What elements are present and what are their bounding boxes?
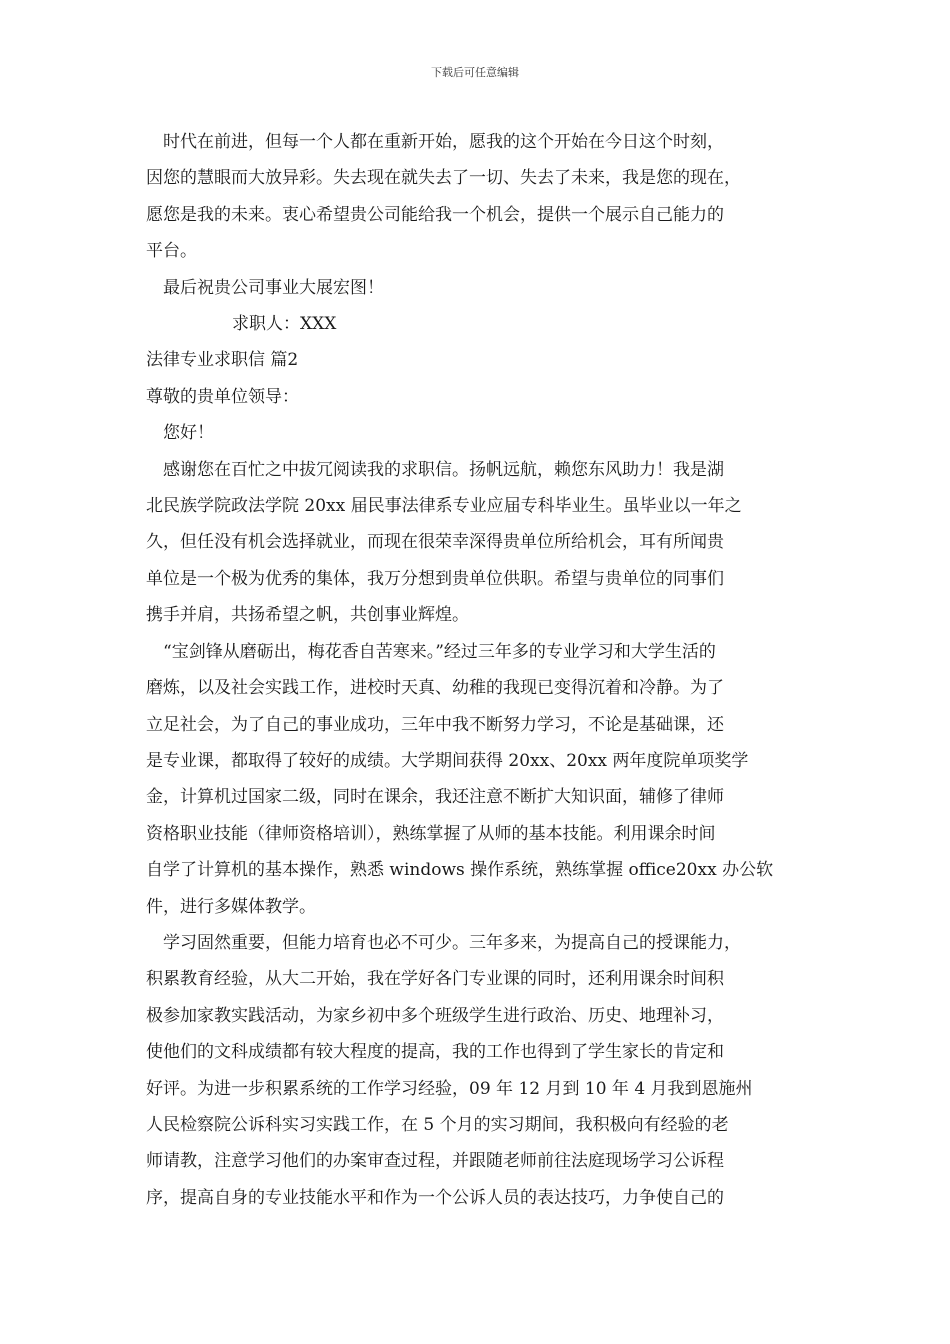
text-line: 您好！ bbox=[163, 423, 214, 444]
text-line: 携手并肩，共扬希望之帆，共创事业辉煌。 bbox=[146, 605, 469, 626]
text-line: 单位是一个极为优秀的集体，我万分想到贵单位供职。希望与贵单位的同事们 bbox=[146, 568, 724, 589]
text-line: 是专业课，都取得了较好的成绩。大学期间获得 20xx、20xx 两年度院单项奖学 bbox=[146, 750, 749, 771]
text-line: 愿您是我的未来。衷心希望贵公司能给我一个机会，提供一个展示自己能力的 bbox=[146, 204, 724, 225]
text-line: 极参加家教实践活动，为家乡初中多个班级学生进行政治、历史、地理补习， bbox=[146, 1005, 724, 1026]
text-line: 磨炼，以及社会实践工作，进校时天真、幼稚的我现已变得沉着和冷静。为了 bbox=[146, 678, 724, 699]
text-line: 师请教，注意学习他们的办案审查过程，并跟随老师前往法庭现场学习公诉程 bbox=[146, 1151, 724, 1172]
text-line: 尊敬的贵单位领导： bbox=[146, 386, 299, 407]
text-line: 北民族学院政法学院 20xx 届民事法律系专业应届专科毕业生。虽毕业以一年之 bbox=[146, 496, 742, 517]
page-header: 下载后可任意编辑 bbox=[431, 66, 519, 79]
text-line: 资格职业技能（律师资格培训），熟练掌握了从师的基本技能。利用课余时间 bbox=[146, 823, 716, 844]
text-line: 因您的慧眼而大放异彩。失去现在就失去了一切、失去了未来，我是您的现在， bbox=[146, 168, 741, 189]
text-line: 序，提高自身的专业技能水平和作为一个公诉人员的表达技巧，力争使自己的 bbox=[146, 1187, 724, 1208]
text-line: 自学了计算机的基本操作，熟悉 windows 操作系统，熟练掌握 office20xx 办公软 bbox=[146, 860, 774, 881]
text-line: 最后祝贵公司事业大展宏图！ bbox=[163, 277, 384, 298]
text-line: 久，但任没有机会选择就业，而现在很荣幸深得贵单位所给机会，耳有所闻贵 bbox=[146, 532, 724, 553]
text-line: 学习固然重要，但能力培育也必不可少。三年多来，为提高自己的授课能力， bbox=[163, 932, 741, 953]
text-line: 件，进行多媒体教学。 bbox=[146, 896, 316, 917]
text-line: “宝剑锋从磨砺出，梅花香自苦寒来。”经过三年多的专业学习和大学生活的 bbox=[163, 641, 716, 662]
document-body bbox=[146, 124, 812, 1216]
text-line: 法律专业求职信 篇2 bbox=[146, 350, 299, 371]
text-line: 感谢您在百忙之中拔冗阅读我的求职信。扬帆远航，赖您东风助力！我是湖 bbox=[163, 459, 724, 480]
text-line: 人民检察院公诉科实习实践工作，在 5 个月的实习期间，我积极向有经验的老 bbox=[146, 1114, 729, 1135]
text-line: 求职人：XXX bbox=[232, 314, 337, 335]
text-line: 金，计算机过国家二级，同时在课余，我还注意不断扩大知识面，辅修了律师 bbox=[146, 787, 724, 808]
text-line: 使他们的文科成绩都有较大程度的提高，我的工作也得到了学生家长的肯定和 bbox=[146, 1042, 724, 1063]
text-line: 立足社会，为了自己的事业成功，三年中我不断努力学习，不论是基础课，还 bbox=[146, 714, 724, 735]
text-line: 平台。 bbox=[146, 241, 197, 262]
text-line: 好评。为进一步积累系统的工作学习经验，09 年 12 月到 10 年 4 月我到恩施州 bbox=[146, 1078, 753, 1099]
text-line: 积累教育经验，从大二开始，我在学好各门专业课的同时，还利用课余时间积 bbox=[146, 969, 724, 990]
text-line: 时代在前进，但每一个人都在重新开始，愿我的这个开始在今日这个时刻， bbox=[163, 132, 724, 152]
